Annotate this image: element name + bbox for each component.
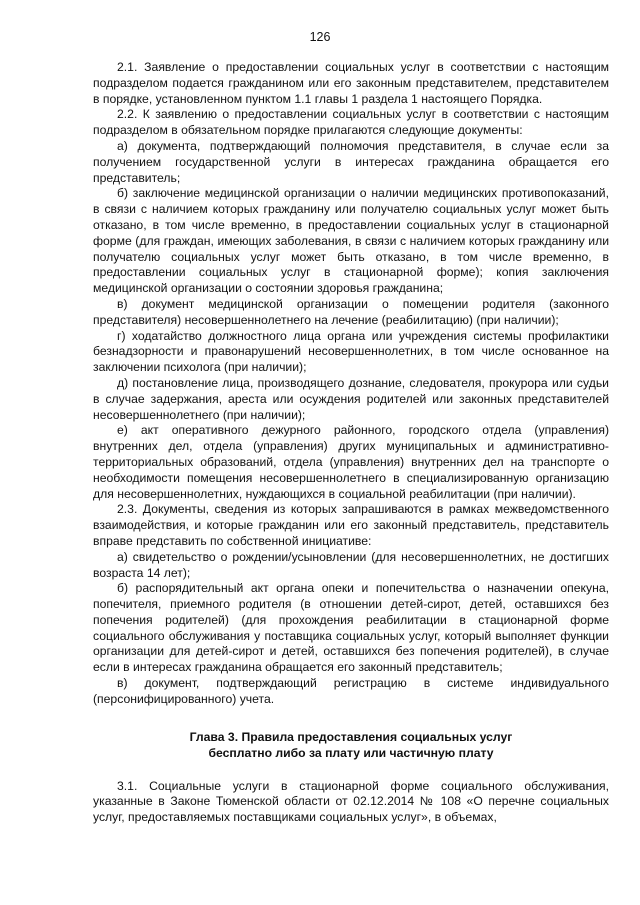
document-body <box>93 60 609 826</box>
paragraph-2-1: 2.1. Заявление о предоставлении социальных услуг в соответствии с настоящим подразделом подается гражданином или его законным представителем, представителем в порядке, установленном пунктом 1.1 главы 1 раздела 1 настоящего Порядка. <box>93 60 609 106</box>
list-item-d: д) постановление лица, производящего дознание, следователя, прокурора или судьи в случае задержания, ареста или осуждения родителей или законных представителей несовершеннолетнего (при наличии); <box>93 375 609 422</box>
paragraph-2-3: 2.3. Документы, сведения из которых запрашиваются в рамках межведомственного взаимодействия, и которые гражданин или его законный представитель, представитель вправе представить по собственной инициативе: <box>93 502 609 548</box>
list-item-b: б) заключение медицинской организации о наличии медицинских противопоказаний, в связи с наличием которых гражданину или получателю социальных услуг может быть отказано, в том числе временно, в предоставлении социальных услуг в стационарной форме (для граждан, имеющих заболевания, в связи с наличием которых гражданину или получателю социальных услуг может быть отказано, в том числе временно, в предоставлении социальных услуг в стационарной форме); копия заключения медицинской организации о состоянии здоровья гражданина; <box>93 186 609 296</box>
list-item-g: г) ходатайство должностного лица органа или учреждения системы профилактики безнадзорности и правонарушений несовершеннолетних, в том числе основанное на заключении психолога (при наличии); <box>93 328 609 375</box>
page-number: 126 <box>309 30 331 44</box>
list-item-a: а) документа, подтверждающий полномочия представителя, в случае если за получением государственной услуги в интересах гражданина обращается его представитель; <box>93 138 609 185</box>
chapter-heading-line-1: Глава 3. Правила предоставления социальных услуг <box>189 729 513 744</box>
chapter-heading <box>93 729 609 761</box>
paragraph-2-2: 2.2. К заявлению о предоставлении социальных услуг в соответствии с настоящим подразделом в обязательном порядке прилагаются следующие документы: <box>93 107 609 138</box>
list-item-v: в) документ медицинской организации о помещении родителя (законного представителя) несовершеннолетнего на лечение (реабилитацию) (при наличии); <box>93 296 609 327</box>
list-item-a-2-3: а) свидетельство о рождении/усыновлении (для несовершеннолетних, не достигших возраста 14 лет); <box>93 549 609 580</box>
list-item-b-2-3: б) распорядительный акт органа опеки и попечительства о назначении опекуна, попечителя, приемного родителя (в отношении детей-сирот, детей, оставшихся без попечения родителей) (для прохождения реабилитации в стационарной форме социального обслуживания у поставщика социальных услуг, который выполняет функции организации для детей-сирот и детей, оставшихся без попечения родителей), в случае если в интересах гражданина обращается его законный представитель; <box>93 581 609 675</box>
list-item-e: е) акт оперативного дежурного районного, городского отдела (управления) внутренних дел, отдела (управления) других муниципальных и административно-территориальных образований, отдела (управления) внутренних дел на транспорте о необходимости помещения несовершеннолетнего в специализированную организацию для несовершеннолетних, нуждающихся в социальной реабилитации (при наличии). <box>93 423 609 501</box>
chapter-heading-line-2: бесплатно либо за плату или частичную плату <box>208 745 494 760</box>
paragraph-3-1: 3.1. Социальные услуги в стационарной форме социального обслуживания, указанные в Законе Тюменской области от 02.12.2014 № 108 «О перечне социальных услуг, предоставляемых поставщиками социальных услуг», в объемах, <box>93 778 609 825</box>
list-item-v-2-3: в) документ, подтверждающий регистрацию в системе индивидуального (персонифицированного) учета. <box>93 676 609 706</box>
